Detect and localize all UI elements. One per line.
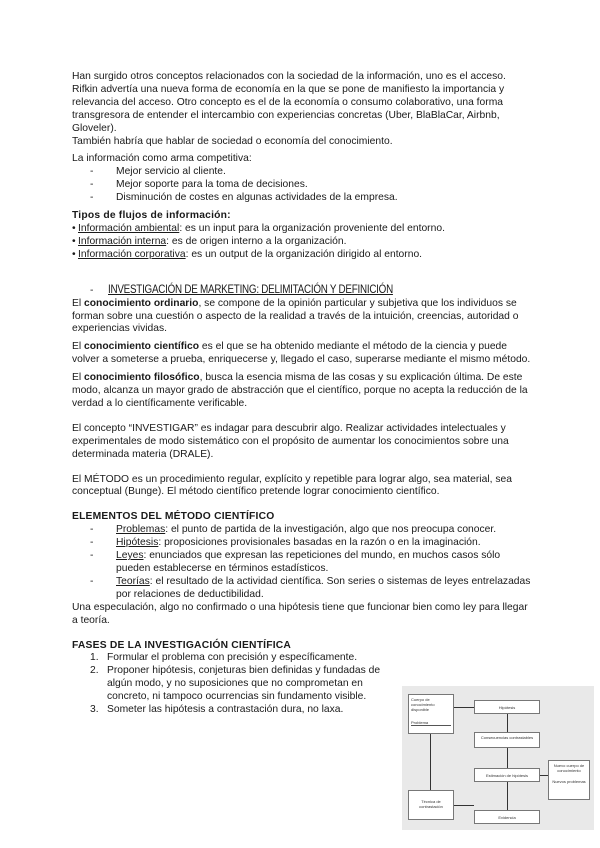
knowledge-term: conocimiento filosófico — [84, 372, 200, 384]
flows-title: Tipos de flujos de información: — [72, 210, 231, 222]
diagram-connector — [507, 782, 508, 810]
diagram-connector — [454, 805, 474, 806]
list-item — [72, 223, 532, 236]
scientific-method-diagram — [402, 686, 594, 830]
list-item: - Disminución de costes en algunas actividades de la empresa. — [90, 192, 532, 205]
list-item: - Hipótesis: proposiciones provisionales basadas en la razón o en la imaginación. — [90, 537, 532, 550]
element-term: Problemas — [116, 524, 166, 536]
flow-term: Información interna — [78, 235, 167, 247]
elements-note: Una especulación, algo no confirmado o una hipótesis tiene que funcionar bien como ley para llegar a teoría. — [72, 601, 528, 626]
diagram-box-estimation: Estimación de hipótesis — [474, 768, 540, 782]
section-title: INVESTIGACIÓN DE MARKETING: DELIMITACIÓN Y DEFINICIÓN — [108, 281, 393, 296]
list-item — [72, 236, 532, 249]
document-page — [72, 71, 532, 717]
diagram-box-start: Cuerpo de conocimiento disponible Problema — [408, 694, 454, 734]
section-heading — [72, 283, 532, 298]
list-item: 3. Someter las hipótesis a contrastación dura, no laxa. — [90, 704, 344, 716]
elements-title: ELEMENTOS DEL MÉTODO CIENTÍFICO — [72, 511, 275, 523]
diagram-box-new-knowledge: Nuevo cuerpo de conocimiento Nuevos problemas — [548, 760, 590, 800]
diagram-connector — [430, 734, 431, 790]
list-item: - Teorías: el resultado de la actividad científica. Son series o sistemas de leyes entrelazadas por relaciones de deductibilidad. — [90, 576, 532, 602]
list-item: - Problemas: el punto de partida de la investigación, algo que nos preocupa conocer. — [90, 524, 532, 537]
flow-term: Información ambiental — [78, 222, 180, 234]
investigar-paragraph: El concepto “INVESTIGAR” es indagar para descubrir algo. Realizar actividades intelectuales y experimentales de modo sistemático con el propósito de aumentar los conocimientos sobre una determinada materia (DRALE). — [72, 422, 509, 460]
flow-desc: : es un output de la organización dirigido al entorno. — [185, 248, 423, 260]
list-item: 2. Proponer hipótesis, conjeturas bien definidas y fundadas de algún modo, y no suposiciones que no comprometan en concreto, ni tampoco ocurrencias sin fundamento visible. — [90, 665, 381, 703]
knowledge-term: conocimiento científico — [84, 341, 200, 353]
elements-list — [72, 524, 532, 601]
intro-paragraph: Han surgido otros conceptos relacionados con la sociedad de la información, uno es el acceso. Rifkin advertía una nueva forma de economía en la que se pone de manifiesto la importancia y relevancia del acceso. Otro concepto es el de la economía o consumo colaborativo, una forma transgresora de entender el intercambio con experiencias concretas (Uber, BlaBlaCar, Airbnb, Gloveler). — [72, 71, 506, 134]
list-item: 1. Formular el problema con precisión y específicamente. — [90, 652, 358, 664]
flow-desc: : es un input para la organización proveniente del entorno. — [179, 222, 445, 234]
diagram-box-evidence: Evidencia — [474, 810, 540, 824]
section-dash: - — [90, 284, 94, 296]
knowledge-term: conocimiento ordinario — [84, 297, 199, 309]
competitive-list — [72, 166, 532, 205]
element-term: Hipótesis — [116, 537, 159, 549]
list-item: - Mejor soporte para la toma de decisiones. — [90, 179, 532, 192]
knowledge-paragraph: El conocimiento filosófico, busca la esencia misma de las cosas y su explicación última. De este modo, alcanza un mayor grado de abstracción que el científico, porque no acepta la reducción de la verdad a lo científicamente verificable. — [72, 372, 528, 409]
list-item — [72, 249, 532, 262]
diagram-box-consequences: Consecuencias contrastables — [474, 732, 540, 748]
list-item: - Mejor servicio al cliente. — [90, 166, 532, 179]
knowledge-paragraph: El conocimiento científico es el que se ha obtenido mediante el método de la ciencia y puede volver a someterse a prueba, enriquecerse y, llegado el caso, superarse mediante el mismo método. — [72, 341, 531, 366]
phases-list — [72, 652, 382, 717]
diagram-connector — [454, 707, 474, 708]
metodo-paragraph: El MÉTODO es un procedimiento regular, explícito y repetible para lograr algo, sea material, sea conceptual (Bunge). El método científico pretende lograr conocimiento científico. — [72, 473, 512, 498]
intro-paragraph-2: También habría que hablar de sociedad o economía del conocimiento. — [72, 135, 393, 147]
flow-term: Información corporativa — [78, 248, 186, 260]
diagram-box-hypothesis: Hipótesis — [474, 700, 540, 714]
diagram-connector — [540, 775, 548, 776]
diagram-box-technique: Técnica de contrastación — [408, 790, 454, 820]
flows-list — [72, 223, 532, 262]
element-term: Leyes — [116, 550, 144, 562]
diagram-connector — [507, 748, 508, 768]
element-term: Teorías — [116, 575, 150, 587]
flow-desc: : es de origen interno a la organización. — [166, 235, 347, 247]
list-item: - Leyes: enunciados que expresan las repeticiones del mundo, en muchos casos sólo pueden establecerse en términos estadísticos. — [90, 550, 532, 576]
knowledge-paragraph: El conocimiento ordinario, se compone de la opinión particular y subjetiva que los individuos se forman sobre una cuestión o aspecto de la realidad a través de la intuición, creencias, autoridad o experiencias vividas. — [72, 297, 519, 335]
phases-title: FASES DE LA INVESTIGACIÓN CIENTÍFICA — [72, 639, 292, 651]
competitive-lead: La información como arma competitiva: — [72, 153, 252, 165]
diagram-connector — [507, 714, 508, 732]
